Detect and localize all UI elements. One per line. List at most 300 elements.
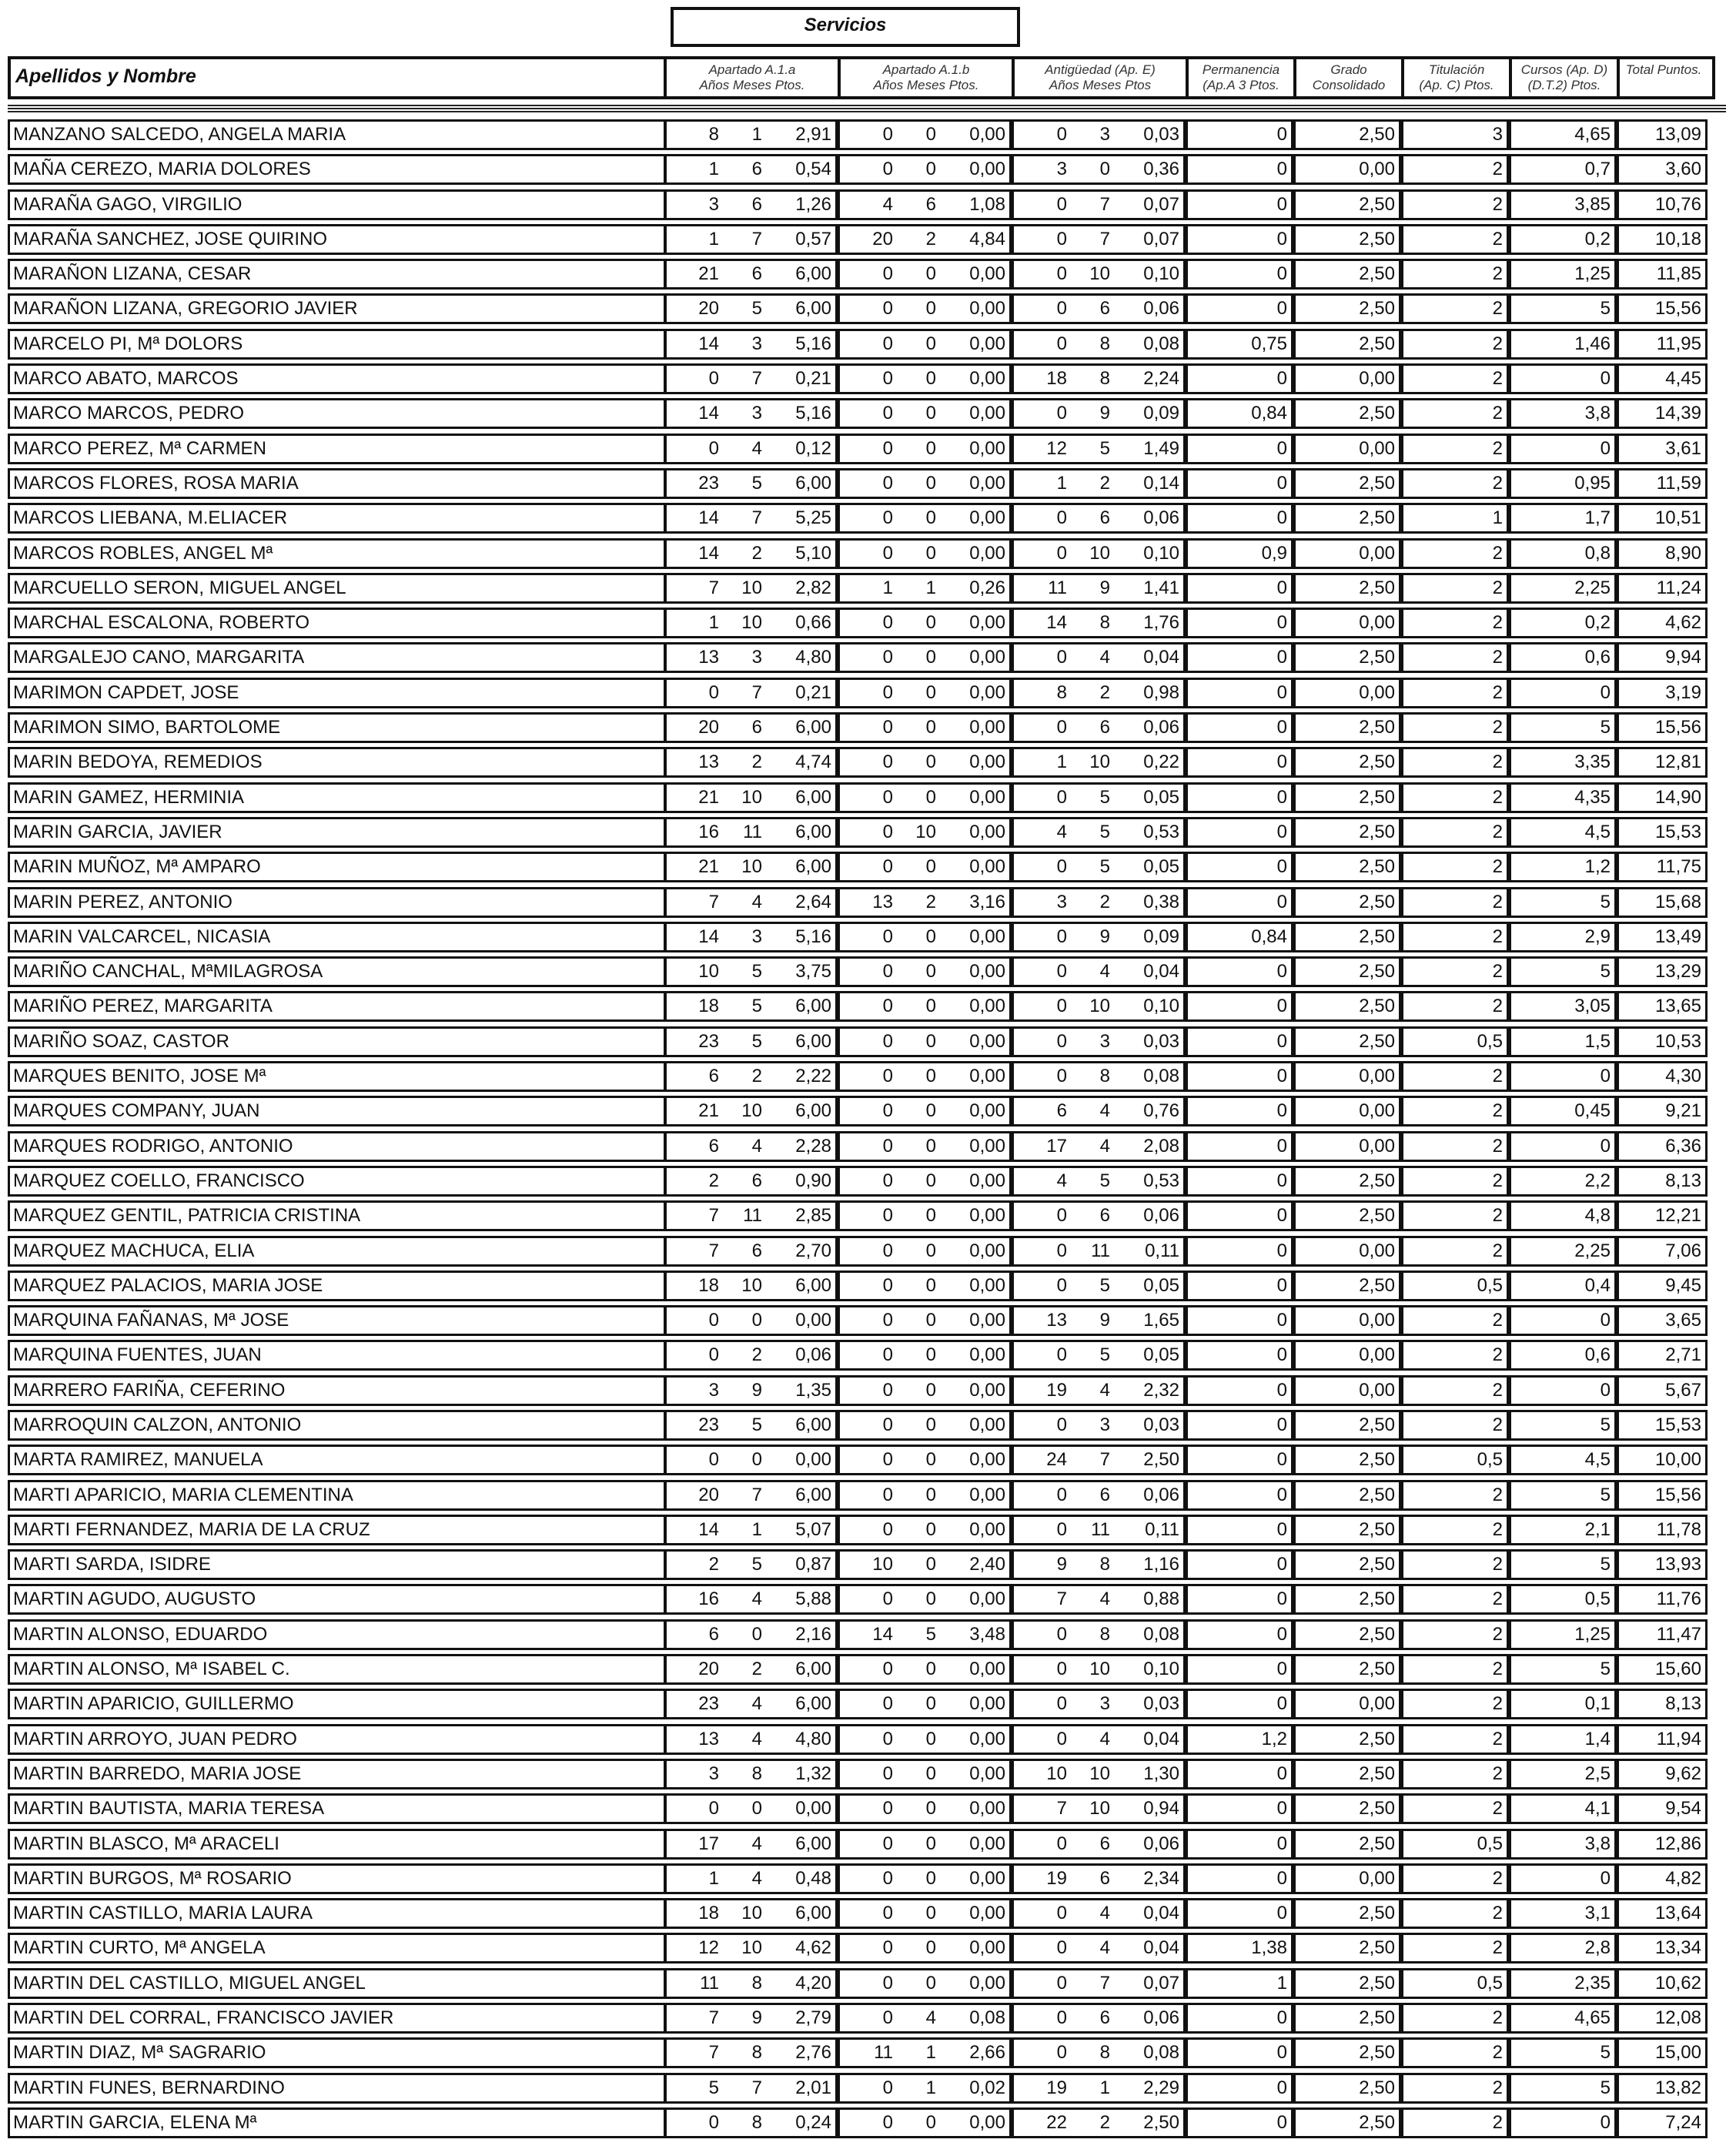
table-row	[8, 1163, 1715, 1198]
cursos-cell: 5	[1509, 2073, 1617, 2104]
apartado-a1b-value: 4	[925, 2007, 936, 2029]
antiguedad-cell	[1012, 398, 1186, 429]
person-name-cell: MARTIN CASTILLO, MARIA LAURA	[8, 1898, 667, 1929]
antiguedad-value: 4	[1099, 1379, 1110, 1401]
apartado-a1a-value: 7	[751, 1484, 762, 1505]
apartado-a1a-value: 7	[708, 891, 719, 912]
permanencia-cell: 0	[1186, 1898, 1293, 1929]
apartado-a1a-cell	[664, 503, 838, 534]
antiguedad-value: 9	[1099, 926, 1110, 947]
apartado-a1a-value: 10	[741, 786, 762, 808]
total-puntos-cell: 15,56	[1617, 712, 1708, 743]
titulacion-cell: 2	[1401, 1200, 1509, 1231]
apartado-a1a-value: 0	[708, 1798, 719, 1820]
antiguedad-cell	[1012, 1829, 1186, 1860]
apartado-a1b-value: 0,00	[969, 647, 1005, 668]
person-name-cell: MARTIN DEL CORRAL, FRANCISCO JAVIER	[8, 2003, 667, 2034]
antiguedad-value: 13	[1046, 1310, 1067, 1331]
antiguedad-value: 2,50	[1143, 1449, 1179, 1471]
titulacion-cell: 2	[1401, 1933, 1509, 1964]
grado-consolidado-cell: 2,50	[1293, 1200, 1401, 1231]
antiguedad-value: 0,04	[1143, 961, 1179, 983]
permanencia-cell: 0	[1186, 1549, 1293, 1580]
antiguedad-value: 0	[1056, 647, 1067, 668]
total-puntos-cell: 15,56	[1617, 1480, 1708, 1511]
total-puntos-cell: 13,29	[1617, 956, 1708, 987]
grado-consolidado-cell: 2,50	[1293, 1829, 1401, 1860]
titulacion-cell: 1	[1401, 503, 1509, 534]
apartado-a1a-value: 6,00	[795, 472, 831, 494]
apartado-a1a-value: 6,00	[795, 1484, 831, 1505]
antiguedad-value: 1	[1056, 752, 1067, 773]
apartado-a1b-value: 1,08	[969, 193, 1005, 215]
apartado-a1b-value: 0,26	[969, 577, 1005, 598]
grado-consolidado-cell: 2,50	[1293, 1724, 1401, 1755]
antiguedad-value: 3	[1056, 159, 1067, 180]
apartado-a1b-value: 0,00	[969, 1170, 1005, 1191]
apartado-a1b-cell	[838, 1270, 1012, 1301]
apartado-a1a-value: 0,06	[795, 1344, 831, 1366]
antiguedad-value: 4	[1099, 1937, 1110, 1959]
titulacion-cell: 0,5	[1401, 1445, 1509, 1475]
apartado-a1b-value: 0	[882, 124, 893, 145]
apartado-a1a-value: 0	[708, 1344, 719, 1366]
titulacion-cell: 2	[1401, 1375, 1509, 1406]
apartado-a1a-value: 7	[751, 507, 762, 529]
table-row	[8, 222, 1715, 256]
antiguedad-value: 9	[1099, 1310, 1110, 1331]
total-puntos-cell: 15,53	[1617, 1410, 1708, 1441]
table-row	[8, 780, 1715, 815]
cursos-cell: 3,05	[1509, 991, 1617, 1022]
titulacion-cell: 2	[1401, 852, 1509, 882]
person-name-cell: MARQUEZ PALACIOS, MARIA JOSE	[8, 1270, 667, 1301]
antiguedad-value: 0	[1056, 926, 1067, 947]
grado-consolidado-cell: 0,00	[1293, 1305, 1401, 1336]
antiguedad-value: 4	[1099, 1135, 1110, 1157]
apartado-a1b-value: 0	[925, 926, 936, 947]
table-row	[8, 954, 1715, 989]
apartado-a1a-value: 1	[708, 228, 719, 249]
antiguedad-cell	[1012, 329, 1186, 360]
apartado-a1b-cell	[838, 956, 1012, 987]
table-row	[8, 1861, 1715, 1896]
apartado-a1b-value: 1	[925, 2077, 936, 2098]
apartado-a1b-value: 0,00	[969, 1937, 1005, 1959]
apartado-a1b-value: 0,00	[969, 542, 1005, 564]
apartado-a1b-value: 0	[925, 2111, 936, 2133]
total-puntos-cell: 13,93	[1617, 1549, 1708, 1580]
antiguedad-value: 2,24	[1143, 368, 1179, 390]
antiguedad-value: 6	[1099, 298, 1110, 320]
apartado-a1a-value: 16	[698, 1589, 719, 1610]
antiguedad-value: 6	[1099, 1484, 1110, 1505]
antiguedad-value: 0	[1056, 1066, 1067, 1087]
apartado-a1a-value: 2	[751, 1344, 762, 1366]
apartado-a1b-value: 0	[925, 1170, 936, 1191]
permanencia-cell: 0	[1186, 363, 1293, 394]
antiguedad-cell	[1012, 678, 1186, 708]
titulacion-cell: 2	[1401, 398, 1509, 429]
apartado-a1a-value: 6,00	[795, 1833, 831, 1854]
apartado-a1b-cell	[838, 293, 1012, 324]
antiguedad-value: 0	[1056, 228, 1067, 249]
apartado-a1b-value: 0,00	[969, 1379, 1005, 1401]
person-name-cell: MARTIN ARROYO, JUAN PEDRO	[8, 1724, 667, 1755]
antiguedad-value: 0	[1056, 1344, 1067, 1366]
antiguedad-value: 0	[1056, 1972, 1067, 1994]
apartado-a1a-cell	[664, 1131, 838, 1162]
antiguedad-value: 0,14	[1143, 472, 1179, 494]
antiguedad-value: 5	[1099, 786, 1110, 808]
antiguedad-value: 0,08	[1143, 333, 1179, 354]
apartado-a1a-header	[664, 59, 838, 96]
cursos-cell: 4,35	[1509, 782, 1617, 813]
apartado-a1a-value: 23	[698, 1414, 719, 1435]
titulacion-cell: 2	[1401, 259, 1509, 290]
antiguedad-value: 0,10	[1143, 542, 1179, 564]
antiguedad-cell	[1012, 154, 1186, 185]
apartado-a1b-header	[838, 59, 1012, 96]
person-name-cell: MARQUINA FAÑANAS, Mª JOSE	[8, 1305, 667, 1336]
table-row	[8, 256, 1715, 291]
apartado-a1a-header-line: Apartado A.1.a	[708, 62, 796, 77]
antiguedad-value: 17	[1046, 1135, 1067, 1157]
apartado-a1b-value: 0	[882, 1833, 893, 1854]
apartado-a1b-value: 0	[925, 1135, 936, 1157]
cursos-cell: 0,45	[1509, 1096, 1617, 1127]
apartado-a1a-cell	[664, 1759, 838, 1789]
table-row	[8, 815, 1715, 849]
apartado-a1a-value: 6	[751, 1170, 762, 1191]
person-name-cell: MARCOS LIEBANA, M.ELIACER	[8, 503, 667, 534]
antiguedad-cell	[1012, 434, 1186, 464]
table-row	[8, 326, 1715, 361]
apartado-a1a-cell	[664, 154, 838, 185]
apartado-a1a-value: 5,25	[795, 507, 831, 529]
apartado-a1b-value: 0	[925, 1484, 936, 1505]
apartado-a1b-cell	[838, 119, 1012, 150]
person-name-cell: MARTIN BURGOS, Mª ROSARIO	[8, 1863, 667, 1894]
apartado-a1b-value: 0	[882, 1344, 893, 1366]
antiguedad-value: 6	[1099, 2007, 1110, 2029]
apartado-a1a-value: 6,00	[795, 1274, 831, 1296]
total-puntos-cell: 11,24	[1617, 573, 1708, 604]
apartado-a1a-value: 18	[698, 996, 719, 1017]
cursos-cell: 5	[1509, 956, 1617, 987]
apartado-a1b-value: 3,16	[969, 891, 1005, 912]
total-puntos-cell: 13,82	[1617, 2073, 1708, 2104]
titulacion-cell: 0,5	[1401, 1829, 1509, 1860]
grado-consolidado-cell: 2,50	[1293, 852, 1401, 882]
cursos-cell: 0	[1509, 678, 1617, 708]
cursos-header	[1509, 59, 1617, 96]
permanencia-cell: 0	[1186, 573, 1293, 604]
grado-consolidado-cell: 2,50	[1293, 1793, 1401, 1824]
apartado-a1b-cell	[838, 1236, 1012, 1267]
apartado-a1a-value: 14	[698, 507, 719, 529]
grado-consolidado-cell: 2,50	[1293, 1654, 1401, 1685]
apartado-a1b-value: 0	[925, 786, 936, 808]
apartado-a1a-value: 6,00	[795, 821, 831, 842]
table-row	[8, 466, 1715, 500]
person-name-cell: MARTIN DIAZ, Mª SAGRARIO	[8, 2037, 667, 2068]
grado-consolidado-header-line: Consolidado	[1312, 78, 1386, 92]
titulacion-cell: 2	[1401, 1131, 1509, 1162]
total-puntos-cell: 4,45	[1617, 363, 1708, 394]
antiguedad-cell	[1012, 1096, 1186, 1127]
apartado-a1b-value: 0	[925, 856, 936, 878]
apartado-a1a-cell	[664, 1166, 838, 1197]
apartado-a1b-value: 10	[915, 821, 936, 842]
person-name-cell: MARROQUIN CALZON, ANTONIO	[8, 1410, 667, 1441]
apartado-a1a-value: 6,00	[795, 786, 831, 808]
apartado-a1a-cell	[664, 1654, 838, 1685]
apartado-a1a-value: 10	[741, 1100, 762, 1122]
grado-consolidado-cell: 2,50	[1293, 329, 1401, 360]
apartado-a1a-value: 0,87	[795, 1554, 831, 1575]
apartado-a1a-value: 1,35	[795, 1379, 831, 1401]
apartado-a1a-value: 5	[751, 298, 762, 320]
titulacion-cell: 2	[1401, 1340, 1509, 1371]
apartado-a1b-cell	[838, 1968, 1012, 1999]
titulacion-cell: 2	[1401, 2037, 1509, 2068]
person-name-cell: MARQUEZ COELLO, FRANCISCO	[8, 1166, 667, 1197]
apartado-a1a-value: 0,24	[795, 2111, 831, 2133]
table-row	[8, 1478, 1715, 1512]
apartado-a1a-value: 5,07	[795, 1518, 831, 1540]
antiguedad-value: 8	[1099, 333, 1110, 354]
apartado-a1a-value: 14	[698, 333, 719, 354]
apartado-a1a-cell	[664, 887, 838, 918]
apartado-a1b-value: 0	[925, 542, 936, 564]
apartado-a1a-value: 6,00	[795, 1693, 831, 1715]
antiguedad-value: 9	[1056, 1554, 1067, 1575]
apartado-a1a-cell	[664, 189, 838, 220]
apartado-a1b-cell	[838, 1898, 1012, 1929]
antiguedad-cell	[1012, 1793, 1186, 1824]
grado-consolidado-cell: 2,50	[1293, 189, 1401, 220]
cursos-cell: 0,2	[1509, 224, 1617, 255]
grado-consolidado-cell: 2,50	[1293, 1933, 1401, 1964]
apartado-a1b-value: 0	[882, 1100, 893, 1122]
apartado-a1b-value: 0,00	[969, 1659, 1005, 1680]
apartado-a1b-cell	[838, 1549, 1012, 1580]
total-puntos-cell: 10,51	[1617, 503, 1708, 534]
person-name-cell: MARQUES RODRIGO, ANTONIO	[8, 1131, 667, 1162]
apartado-a1b-cell	[838, 224, 1012, 255]
grado-consolidado-cell: 2,50	[1293, 1968, 1401, 1999]
antiguedad-value: 0,05	[1143, 1274, 1179, 1296]
apartado-a1a-cell	[664, 1445, 838, 1475]
apartado-a1a-value: 8	[751, 1972, 762, 1994]
apartado-a1b-value: 0	[925, 996, 936, 1017]
titulacion-cell: 2	[1401, 363, 1509, 394]
apartado-a1a-value: 0	[708, 1449, 719, 1471]
titulacion-cell: 2	[1401, 1549, 1509, 1580]
permanencia-cell: 0	[1186, 1061, 1293, 1092]
apartado-a1b-value: 13	[872, 891, 893, 912]
total-puntos-cell: 14,90	[1617, 782, 1708, 813]
apartado-a1b-value: 0	[925, 1798, 936, 1820]
apartado-a1b-value: 0	[882, 752, 893, 773]
apartado-a1b-cell	[838, 1654, 1012, 1685]
apartado-a1a-value: 2,91	[795, 124, 831, 145]
person-name-cell: MARCUELLO SERON, MIGUEL ANGEL	[8, 573, 667, 604]
apartado-a1b-value: 0	[882, 681, 893, 703]
antiguedad-value: 14	[1046, 612, 1067, 634]
apartado-a1a-value: 2,76	[795, 2042, 831, 2064]
antiguedad-value: 7	[1099, 193, 1110, 215]
permanencia-cell: 0	[1186, 1270, 1293, 1301]
apartado-a1a-value: 16	[698, 821, 719, 842]
antiguedad-value: 4	[1099, 1903, 1110, 1924]
antiguedad-value: 0	[1056, 1833, 1067, 1854]
antiguedad-value: 0	[1056, 717, 1067, 738]
apartado-a1a-value: 2,16	[795, 1623, 831, 1645]
table-row	[8, 1582, 1715, 1616]
apartado-a1b-cell	[838, 503, 1012, 534]
apartado-a1b-value: 4	[882, 193, 893, 215]
apartado-a1a-value: 7	[708, 577, 719, 598]
total-puntos-cell: 4,62	[1617, 608, 1708, 638]
apartado-a1b-value: 0	[882, 333, 893, 354]
person-name-cell: MARAÑA SANCHEZ, JOSE QUIRINO	[8, 224, 667, 255]
antiguedad-value: 2,50	[1143, 2111, 1179, 2133]
apartado-a1b-value: 0	[925, 1867, 936, 1889]
antiguedad-value: 0,03	[1143, 1030, 1179, 1052]
permanencia-cell: 0	[1186, 1793, 1293, 1824]
antiguedad-value: 8	[1056, 681, 1067, 703]
titulacion-cell: 2	[1401, 678, 1509, 708]
apartado-a1b-value: 0	[925, 124, 936, 145]
cursos-cell: 0	[1509, 1061, 1617, 1092]
antiguedad-cell	[1012, 608, 1186, 638]
apartado-a1b-value: 0,00	[969, 752, 1005, 773]
apartado-a1b-value: 0,00	[969, 821, 1005, 842]
person-name-cell: MARTI SARDA, ISIDRE	[8, 1549, 667, 1580]
antiguedad-value: 0	[1056, 1623, 1067, 1645]
cursos-header-line: Cursos (Ap. D)	[1520, 62, 1608, 77]
apartado-a1a-value: 2	[708, 1170, 719, 1191]
apartado-a1a-value: 5,10	[795, 542, 831, 564]
person-name-cell: MARTIN BAUTISTA, MARIA TERESA	[8, 1793, 667, 1824]
table-row	[8, 2071, 1715, 2105]
titulacion-cell: 2	[1401, 1410, 1509, 1441]
antiguedad-value: 0	[1056, 2007, 1067, 2029]
grado-consolidado-cell: 2,50	[1293, 1026, 1401, 1057]
apartado-a1b-value: 0,00	[969, 1972, 1005, 1994]
antiguedad-value: 18	[1046, 368, 1067, 390]
grado-consolidado-cell: 0,00	[1293, 1689, 1401, 1719]
apartado-a1b-value: 0	[925, 681, 936, 703]
apartado-a1b-cell	[838, 1759, 1012, 1789]
apartado-a1b-value: 0	[925, 507, 936, 529]
table-row	[8, 1652, 1715, 1686]
antiguedad-value: 1	[1099, 2077, 1110, 2098]
cursos-cell: 4,5	[1509, 817, 1617, 848]
antiguedad-cell	[1012, 1898, 1186, 1929]
table-row	[8, 1547, 1715, 1582]
apartado-a1b-value: 0	[925, 1240, 936, 1261]
apartado-a1b-value: 0	[882, 1066, 893, 1087]
titulacion-cell: 2	[1401, 1236, 1509, 1267]
apartado-a1a-value: 6,00	[795, 1414, 831, 1435]
total-puntos-cell: 5,67	[1617, 1375, 1708, 1406]
total-puntos-cell: 11,59	[1617, 468, 1708, 499]
antiguedad-value: 0,10	[1143, 263, 1179, 285]
apartado-a1b-value: 0,00	[969, 1135, 1005, 1157]
apartado-a1b-cell	[838, 189, 1012, 220]
titulacion-cell: 2	[1401, 224, 1509, 255]
apartado-a1a-value: 1	[708, 612, 719, 634]
total-puntos-header-line: Total Puntos.	[1625, 62, 1702, 77]
cursos-cell: 3,1	[1509, 1898, 1617, 1929]
titulacion-cell: 2	[1401, 2003, 1509, 2034]
person-name-cell: MARIN VALCARCEL, NICASIA	[8, 922, 667, 952]
apartado-a1a-value: 6,00	[795, 996, 831, 1017]
antiguedad-value: 11	[1048, 577, 1067, 598]
grado-consolidado-cell: 2,50	[1293, 2073, 1401, 2104]
apartado-a1a-cell	[664, 1236, 838, 1267]
cursos-cell: 3,8	[1509, 398, 1617, 429]
apartado-a1b-value: 0	[882, 1170, 893, 1191]
apartado-a1a-value: 0	[751, 1798, 762, 1820]
apartado-a1b-value: 0	[925, 1414, 936, 1435]
antiguedad-cell	[1012, 293, 1186, 324]
grado-consolidado-header-line: Grado	[1330, 62, 1367, 77]
apartado-a1a-value: 18	[698, 1274, 719, 1296]
apartado-a1a-value: 4,80	[795, 647, 831, 668]
apartado-a1a-value: 0	[708, 368, 719, 390]
permanencia-cell: 0	[1186, 991, 1293, 1022]
table-row	[8, 675, 1715, 710]
person-name-cell: MARTA RAMIREZ, MANUELA	[8, 1445, 667, 1475]
apartado-a1a-value: 2	[751, 752, 762, 773]
apartado-a1a-value: 2,79	[795, 2007, 831, 2029]
cursos-cell: 0,2	[1509, 608, 1617, 638]
apartado-a1b-value: 0	[925, 1937, 936, 1959]
apartado-a1a-value: 6	[708, 1135, 719, 1157]
titulacion-cell: 2	[1401, 2107, 1509, 2138]
apartado-a1a-value: 20	[698, 1659, 719, 1680]
antiguedad-value: 4	[1056, 821, 1067, 842]
apartado-a1b-value: 0	[882, 1518, 893, 1540]
apartado-a1a-value: 10	[741, 1937, 762, 1959]
person-name-cell: MARIÑO SOAZ, CASTOR	[8, 1026, 667, 1057]
apartado-a1b-value: 0	[925, 1833, 936, 1854]
permanencia-cell: 0	[1186, 1375, 1293, 1406]
grado-consolidado-cell: 2,50	[1293, 712, 1401, 743]
apartado-a1b-value: 0	[925, 1903, 936, 1924]
antiguedad-value: 0	[1056, 961, 1067, 983]
apartado-a1b-value: 0	[925, 1728, 936, 1749]
apartado-a1b-value: 0,00	[969, 1100, 1005, 1122]
apartado-a1a-value: 2,22	[795, 1066, 831, 1087]
grado-consolidado-cell: 0,00	[1293, 678, 1401, 708]
apartado-a1b-value: 0,08	[969, 2007, 1005, 2029]
permanencia-cell: 0	[1186, 956, 1293, 987]
apartado-a1a-value: 10	[741, 612, 762, 634]
apartado-a1a-value: 5,16	[795, 926, 831, 947]
apartado-a1a-value: 6	[751, 193, 762, 215]
apartado-a1b-value: 0,00	[969, 437, 1005, 459]
apartado-a1a-cell	[664, 2037, 838, 2068]
apartado-a1b-value: 0	[882, 1205, 893, 1227]
apartado-a1b-cell	[838, 712, 1012, 743]
antiguedad-value: 0,08	[1143, 1066, 1179, 1087]
titulacion-cell: 2	[1401, 747, 1509, 778]
